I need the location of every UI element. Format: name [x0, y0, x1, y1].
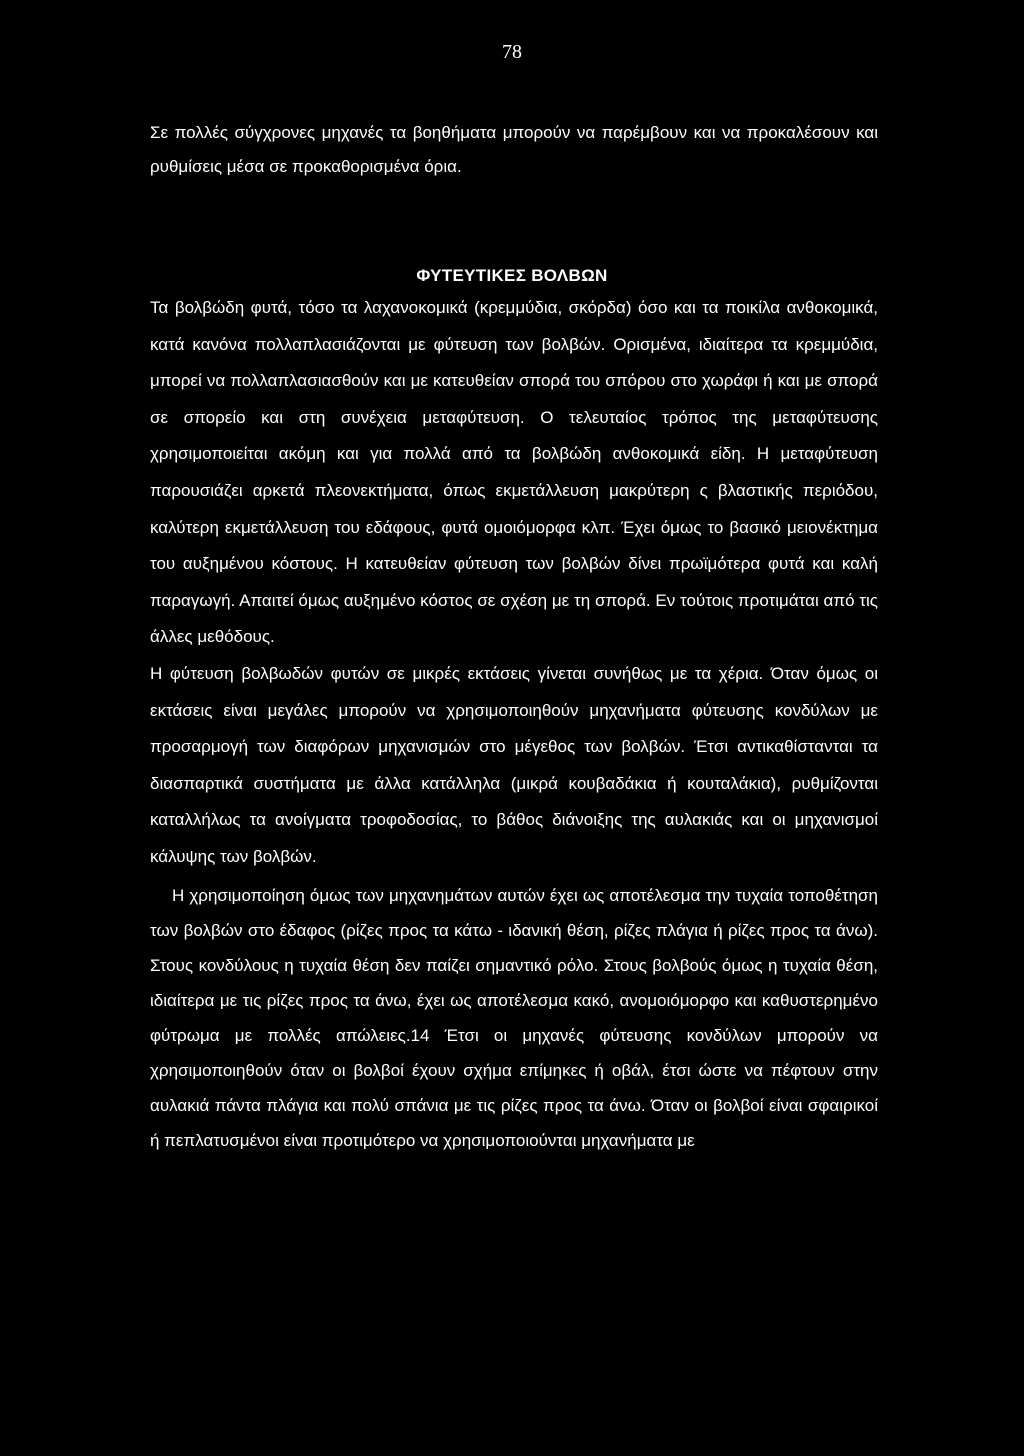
body-paragraph-3: Η χρησιμοποίηση όμως των μηχανημάτων αυτών έχει ως αποτέλεσμα την τυχαία τοποθέτηση των βολβών στο έδαφος (ρίζες προς τα κάτω - ιδανική θέση, ρίζες πλάγια ή ρίζες προς τα άνω). Στους κονδύλους η τυχαία θέση δεν παίζει σημαντικό ρόλο. Στους βολβούς όμως η τυχαία θέση, ιδιαίτερα με τις ρίζες προς τα άνω, έχει ως αποτέλεσμα κακό, ανομοιόμορφο και καθυστερημένο φύτρωμα με πολλές απώλειες.14 Έτσι οι μηχανές φύτευσης κονδύλων μπορούν να χρησιμοποιηθούν όταν οι βολβοί έχουν σχήμα επίμηκες ή οβάλ, έτσι ώστε να πέφτουν στην αυλακιά πάντα πλάγια και πολύ σπάνια με τις ρίζες προς τα άνω. Όταν οι βολβοί είναι σφαιρικοί ή πεπλατυσμένοι είναι προτιμότερο να χρησιμοποιούνται μηχανήματα με	[150, 886, 878, 1150]
section-body-continued	[150, 878, 878, 1158]
section-heading: ΦΥΤΕΥΤΙΚΕΣ ΒΟΛΒΩΝ	[416, 266, 608, 285]
body-paragraph-1: Τα βολβώδη φυτά, τόσο τα λαχανοκομικά (κρεμμύδια, σκόρδα) όσο και τα ποικίλα ανθοκομικά, κατά κανόνα πολλαπλασιάζονται με φύτευση των βολβών. Ορισμένα, ιδιαίτερα τα κρεμμύδια, μπορεί να πολλαπλασιασθούν και με κατευθείαν σπορά του σπόρου στο χωράφι ή και με σπορά σε σπορείο και στη συνέχεια μεταφύτευση. Ο τελευταίος τρόπος της μεταφύτευσης χρησιμοποιείται ακόμη και για πολλά από τα βολβώδη ανθοκομικά είδη. Η μεταφύτευση παρουσιάζει αρκετά πλεονεκτήματα, όπως εκμετάλλευση μακρύτερη ς βλαστικής περιόδου, καλύτερη εκμετάλλευση του εδάφους, φυτά ομοιόμορφα κλπ. Έχει όμως το βασικό μειονέκτημα του αυξημένου κόστους. Η κατευθείαν φύτευση των βολβών δίνει πρωϊμότερα φυτά και καλή παραγωγή. Απαιτεί όμως αυξημένο κόστος σε σχέση με τη σπορά. Εν τούτοις προτιμάται από τις άλλες μεθόδους.	[150, 298, 878, 647]
body-paragraph-2: Η φύτευση βολβωδών φυτών σε μικρές εκτάσεις γίνεται συνήθως με τα χέρια. Όταν όμως οι εκτάσεις είναι μεγάλες μπορούν να χρησιμοποιηθούν μηχανήματα φύτευσης κονδύλων με προσαρμογή των διαφόρων μηχανισμών στο μέγεθος των βολβών. Έτσι αντικαθίστανται τα διασπαρτικά συστήματα με άλλα κατάλληλα (μικρά κουβαδάκια ή κουταλάκια), ρυθμίζονται καταλλήλως τα ανοίγματα τροφοδοσίας, το βάθος διάνοιξης της αυλακιάς και οι μηχανισμοί κάλυψης των βολβών.	[150, 663, 878, 866]
intro-paragraph: Σε πολλές σύγχρονες μηχανές τα βοηθήματα μπορούν να παρέμβουν και να προκαλέσουν και ρυθμίσεις μέσα σε προκαθορισμένα όρια.	[150, 123, 878, 176]
section-body	[150, 290, 878, 876]
intro-paragraph-block	[150, 116, 878, 184]
page-number: 78	[502, 41, 522, 63]
